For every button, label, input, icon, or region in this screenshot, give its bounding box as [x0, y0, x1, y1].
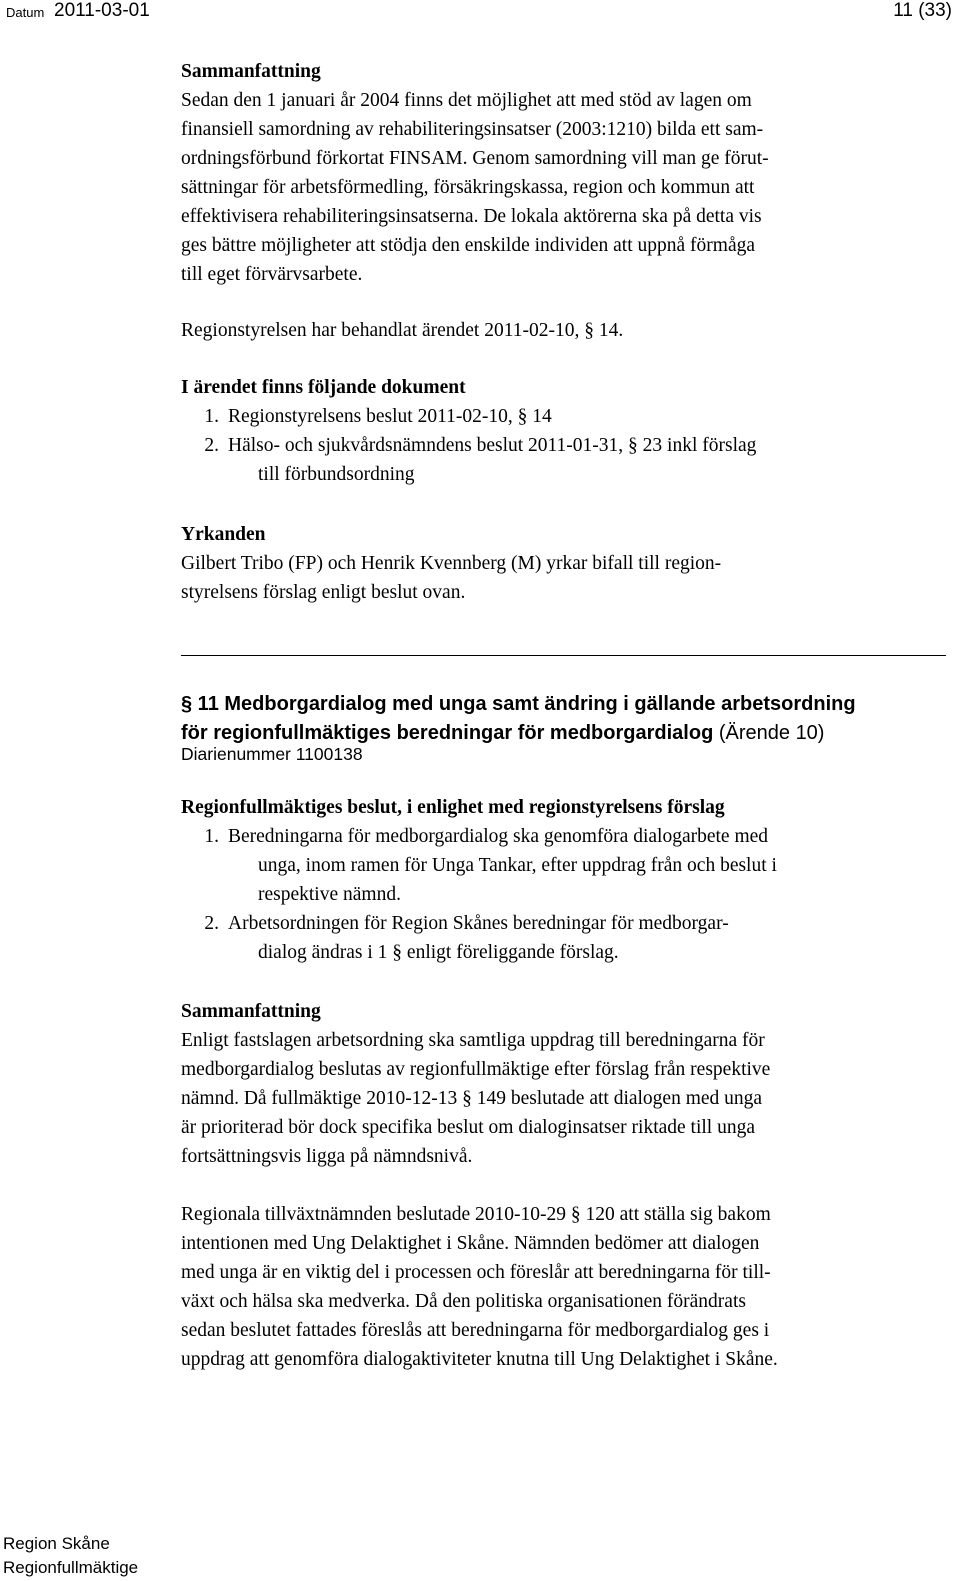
decision-text-continued: respektive nämnd.	[258, 884, 401, 905]
growth-line: Regionala tillväxtnämnden beslutade 2010-10-29 § 120 att ställa sig bakom	[181, 1204, 771, 1225]
growth-line: med unga är en viktig del i processen och föreslår att beredningarna för till-	[181, 1262, 771, 1283]
summary-section	[181, 57, 951, 289]
footer-organization: Region Skåne	[3, 1534, 110, 1553]
document-number: 1.	[204, 406, 219, 427]
document-item	[181, 402, 951, 431]
document-text: Regionstyrelsens beslut 2011-02-10, § 14	[228, 406, 552, 427]
header-date: 2011-03-01	[54, 0, 150, 21]
handled-text: Regionstyrelsen har behandlat ärendet 2011-02-10, § 14.	[181, 320, 624, 341]
document-text-continued: till förbundsordning	[258, 464, 415, 485]
footer-assembly: Regionfullmäktige	[3, 1558, 139, 1577]
documents-heading: I ärendet finns följande dokument	[181, 377, 466, 398]
header-datum-label: Datum	[6, 5, 45, 20]
growth-line: sedan beslutet fattades föreslås att beredningarna för medborgardialog ges i	[181, 1320, 770, 1341]
summary-heading: Sammanfattning	[181, 61, 321, 82]
document-number: 2.	[204, 435, 219, 456]
document-item	[181, 431, 951, 460]
decision-text: Beredningarna för medborgardialog ska genomföra dialogarbete med	[228, 826, 769, 847]
decision-text-continued: unga, inom ramen för Unga Tankar, efter uppdrag från och beslut i	[258, 855, 777, 876]
case-heading-line: § 11 Medborgardialog med unga samt ändring i gällande arbetsordning	[181, 693, 856, 715]
summary2-line: fortsättningsvis ligga på nämndsnivå.	[181, 1146, 473, 1167]
decision-item	[181, 909, 951, 938]
footer	[3, 1532, 138, 1580]
decision-text-continued: dialog ändras i 1 § enligt föreliggande förslag.	[258, 942, 619, 963]
summary2-line: är prioriterad bör dock specifika beslut om dialoginsatser riktade till unga	[181, 1117, 755, 1138]
motions-section	[181, 520, 951, 607]
case-reference: (Ärende 10)	[713, 722, 825, 744]
growth-line: växt och hälsa ska medverka. Då den politiska organisationen förändrats	[181, 1291, 746, 1312]
diarienummer: Diarienummer 1100138	[181, 744, 363, 764]
summary2-line: Enligt fastslagen arbetsordning ska samtliga uppdrag till beredningarna för	[181, 1030, 765, 1051]
summary-line: till eget förvärvsarbete.	[181, 264, 363, 285]
motions-line: Gilbert Tribo (FP) och Henrik Kvennberg (M) yrkar bifall till region-	[181, 553, 722, 574]
handled-paragraph	[181, 316, 951, 345]
summary2-line: nämnd. Då fullmäktige 2010-12-13 § 149 beslutade att dialogen med unga	[181, 1088, 763, 1109]
section-divider	[181, 655, 946, 656]
summary-line: ordningsförbund förkortat FINSAM. Genom samordning vill man ge förut-	[181, 148, 769, 169]
summary2-section	[181, 997, 951, 1171]
decision-section	[181, 793, 951, 967]
case-heading-bold: för regionfullmäktiges beredningar för medborgardialog	[181, 722, 714, 744]
motions-line: styrelsens förslag enligt beslut ovan.	[181, 582, 466, 603]
summary-line: finansiell samordning av rehabiliteringsinsatser (2003:1210) bilda ett sam-	[181, 119, 764, 140]
summary2-line: medborgardialog beslutas av regionfullmäktige efter förslag från respektive	[181, 1059, 771, 1080]
document-text: Hälso- och sjukvårdsnämndens beslut 2011-01-31, § 23 inkl förslag	[228, 435, 757, 456]
summary-line: Sedan den 1 januari år 2004 finns det möjlighet att med stöd av lagen om	[181, 90, 752, 111]
summary-line: effektivisera rehabiliteringsinsatserna. De lokala aktörerna ska på detta vis	[181, 206, 762, 227]
decision-item	[181, 822, 951, 851]
summary-line: sättningar för arbetsförmedling, försäkringskassa, region och kommun att	[181, 177, 755, 198]
growth-line: uppdrag att genomföra dialogaktiviteter knutna till Ung Delaktighet i Skåne.	[181, 1349, 778, 1370]
case-heading	[181, 690, 856, 748]
documents-section	[181, 373, 951, 489]
motions-heading: Yrkanden	[181, 524, 266, 545]
summary2-heading: Sammanfattning	[181, 1001, 321, 1022]
decision-text: Arbetsordningen för Region Skånes beredningar för medborgar-	[228, 913, 729, 934]
decision-number: 1.	[204, 826, 219, 847]
decision-number: 2.	[204, 913, 219, 934]
growth-paragraph	[181, 1200, 951, 1374]
page-number: 11 (33)	[893, 0, 952, 21]
growth-line: intentionen med Ung Delaktighet i Skåne. Nämnden bedömer att dialogen	[181, 1233, 760, 1254]
summary-line: ges bättre möjligheter att stödja den enskilde individen att uppnå förmåga	[181, 235, 756, 256]
decision-heading: Regionfullmäktiges beslut, i enlighet med regionstyrelsens förslag	[181, 797, 725, 818]
